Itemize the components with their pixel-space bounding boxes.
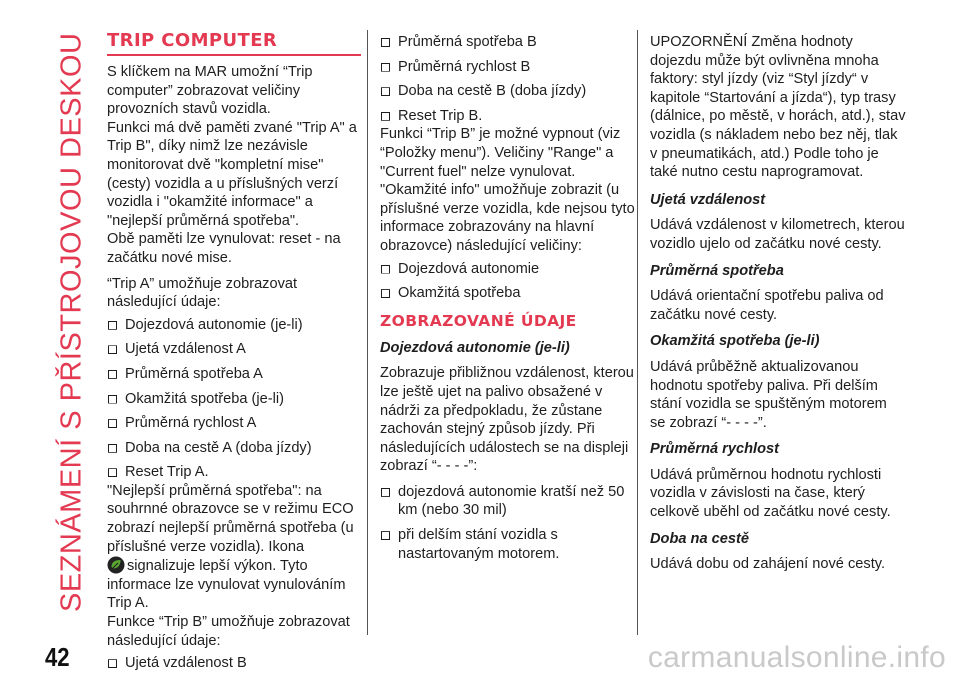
range-events-list bbox=[380, 483, 636, 563]
column-divider-1 bbox=[367, 30, 368, 635]
list-item: Reset Trip B. bbox=[380, 107, 636, 126]
paragraph: Zobrazuje přibližnou vzdálenost, kterou lze ještě ujet na palivo obsažené v nádrži za předpokladu, že zůstane zachován stejný způsob jízdy. Při následujících událostech se na displeji zobrazí “- - - -”: bbox=[380, 365, 634, 475]
trip-a-list bbox=[107, 316, 363, 482]
paragraph-eco-part1: "Nejlepší průměrná spotřeba": na souhrnné obrazovce se v režimu ECO zobrazí nejlepší průměrná spotřeba (u příslušné verze vozidla). Ikona bbox=[107, 482, 354, 555]
paragraph: Udává průběžně aktualizovanou hodnotu spotřeby paliva. Při delším stání vozidla se spuštěným motorem se zobrazí “- - - -”. bbox=[650, 358, 887, 431]
list-item: dojezdová autonomie kratší než 50 km (nebo 30 mil) bbox=[380, 483, 636, 520]
watermark: carmanualsonline.info bbox=[647, 641, 946, 674]
subheading: Průměrná spotřeba bbox=[650, 262, 784, 279]
paragraph: S klíčkem na MAR umožní “Trip computer” zobrazovat veličiny provozních stavů vozidla. bbox=[107, 64, 313, 118]
section-title-trip-computer: TRIP COMPUTER bbox=[107, 30, 278, 51]
list-item: Průměrná rychlost A bbox=[107, 414, 363, 433]
subheading: Průměrná rychlost bbox=[650, 441, 779, 458]
list-item: Ujetá vzdálenost A bbox=[107, 340, 363, 359]
list-item: Reset Trip A. bbox=[107, 463, 363, 482]
subheading: Dojezdová autonomie (je-li) bbox=[380, 339, 570, 356]
subheading: Doba na cestě bbox=[650, 530, 749, 547]
column-divider-2 bbox=[637, 30, 638, 635]
list-item: Dojezdová autonomie (je-li) bbox=[107, 316, 363, 335]
warning-paragraph: UPOZORNĚNÍ Změna hodnoty dojezdu může být ovlivněna mnoha faktory: styl jízdy (viz “Styl jízdy“ v kapitole “Startování a jízda“), typ trasy (dálnice, po městě, v horách, atd.), stav vozidla (s nákladem nebo bez něj, tlak v pneumatikách, atd.) Podle toho je také nutno cestu naprogramovat. bbox=[650, 34, 906, 181]
paragraph: Udává vzdálenost v kilometrech, kterou vozidlo ujelo od začátku nové cesty. bbox=[650, 217, 905, 252]
list-item: Průměrná rychlost B bbox=[380, 58, 636, 77]
instant-info-list bbox=[380, 260, 636, 303]
trip-b-list-start bbox=[107, 654, 363, 673]
subheading: Ujetá vzdálenost bbox=[650, 191, 766, 208]
list-item: při delším stání vozidla s nastartovaným motorem. bbox=[380, 526, 636, 563]
section-title-displayed-data: ZOBRAZOVANÉ ÚDAJE bbox=[380, 311, 577, 330]
column-3 bbox=[650, 33, 906, 581]
paragraph: Funkce “Trip B” umožňuje zobrazovat následující údaje: bbox=[107, 614, 350, 649]
paragraph: Udává průměrnou hodnotu rychlosti vozidla v závislosti na čase, který celkově uběhl od začátku nové cesty. bbox=[650, 466, 891, 521]
paragraph-eco bbox=[107, 482, 363, 613]
list-item: Okamžitá spotřeba bbox=[380, 284, 636, 303]
title-underline bbox=[107, 54, 361, 56]
list-item: Doba na cestě A (doba jízdy) bbox=[107, 439, 363, 458]
eco-leaf-badge-icon bbox=[107, 556, 125, 574]
column-2 bbox=[380, 33, 636, 569]
paragraph: "Okamžité info" umožňuje zobrazit (u příslušné verze vozidla, kde nejsou tyto informace zobrazovány na hlavní obrazovce) následující veličiny: bbox=[380, 182, 635, 254]
list-item: Ujetá vzdálenost B bbox=[107, 654, 363, 673]
paragraph-eco-part2: signalizuje lepší výkon. Tyto informace lze vynulovat vynulováním Trip A. bbox=[107, 558, 346, 612]
list-item: Průměrná spotřeba A bbox=[107, 365, 363, 384]
chapter-side-title: SEZNÁMENÍ S PŘÍSTROJOVOU DESKOU bbox=[55, 32, 88, 612]
trip-b-list-rest bbox=[380, 33, 636, 125]
column-1 bbox=[107, 30, 363, 675]
paragraph: Funkci má dvě paměti zvané "Trip A" a Trip B", díky nimž lze nezávisle monitorovat dvě "kompletní mise" (cesty) vozidla a u příslušných verzí vozidla i "okamžité informace" a "nejlepší průměrná spotřeba". bbox=[107, 119, 357, 229]
list-item: Doba na cestě B (doba jízdy) bbox=[380, 82, 636, 101]
paragraph: Obě paměti lze vynulovat: reset - na začátku nové mise. bbox=[107, 231, 341, 266]
subheading: Okamžitá spotřeba (je-li) bbox=[650, 333, 820, 350]
list-item: Průměrná spotřeba B bbox=[380, 33, 636, 52]
paragraph: “Trip A” umožňuje zobrazovat následující údaje: bbox=[107, 275, 298, 311]
page-number: 42 bbox=[45, 642, 70, 672]
paragraph: Udává orientační spotřebu paliva od začátku nové cesty. bbox=[650, 288, 884, 323]
paragraph: Funkci “Trip B” je možné vypnout (viz “Položky menu”). Veličiny "Range" a "Current fuel" nelze vynulovat. bbox=[380, 126, 621, 180]
list-item: Okamžitá spotřeba (je-li) bbox=[107, 390, 363, 409]
paragraph: Udává dobu od zahájení nové cesty. bbox=[650, 556, 886, 573]
list-item: Dojezdová autonomie bbox=[380, 260, 636, 279]
